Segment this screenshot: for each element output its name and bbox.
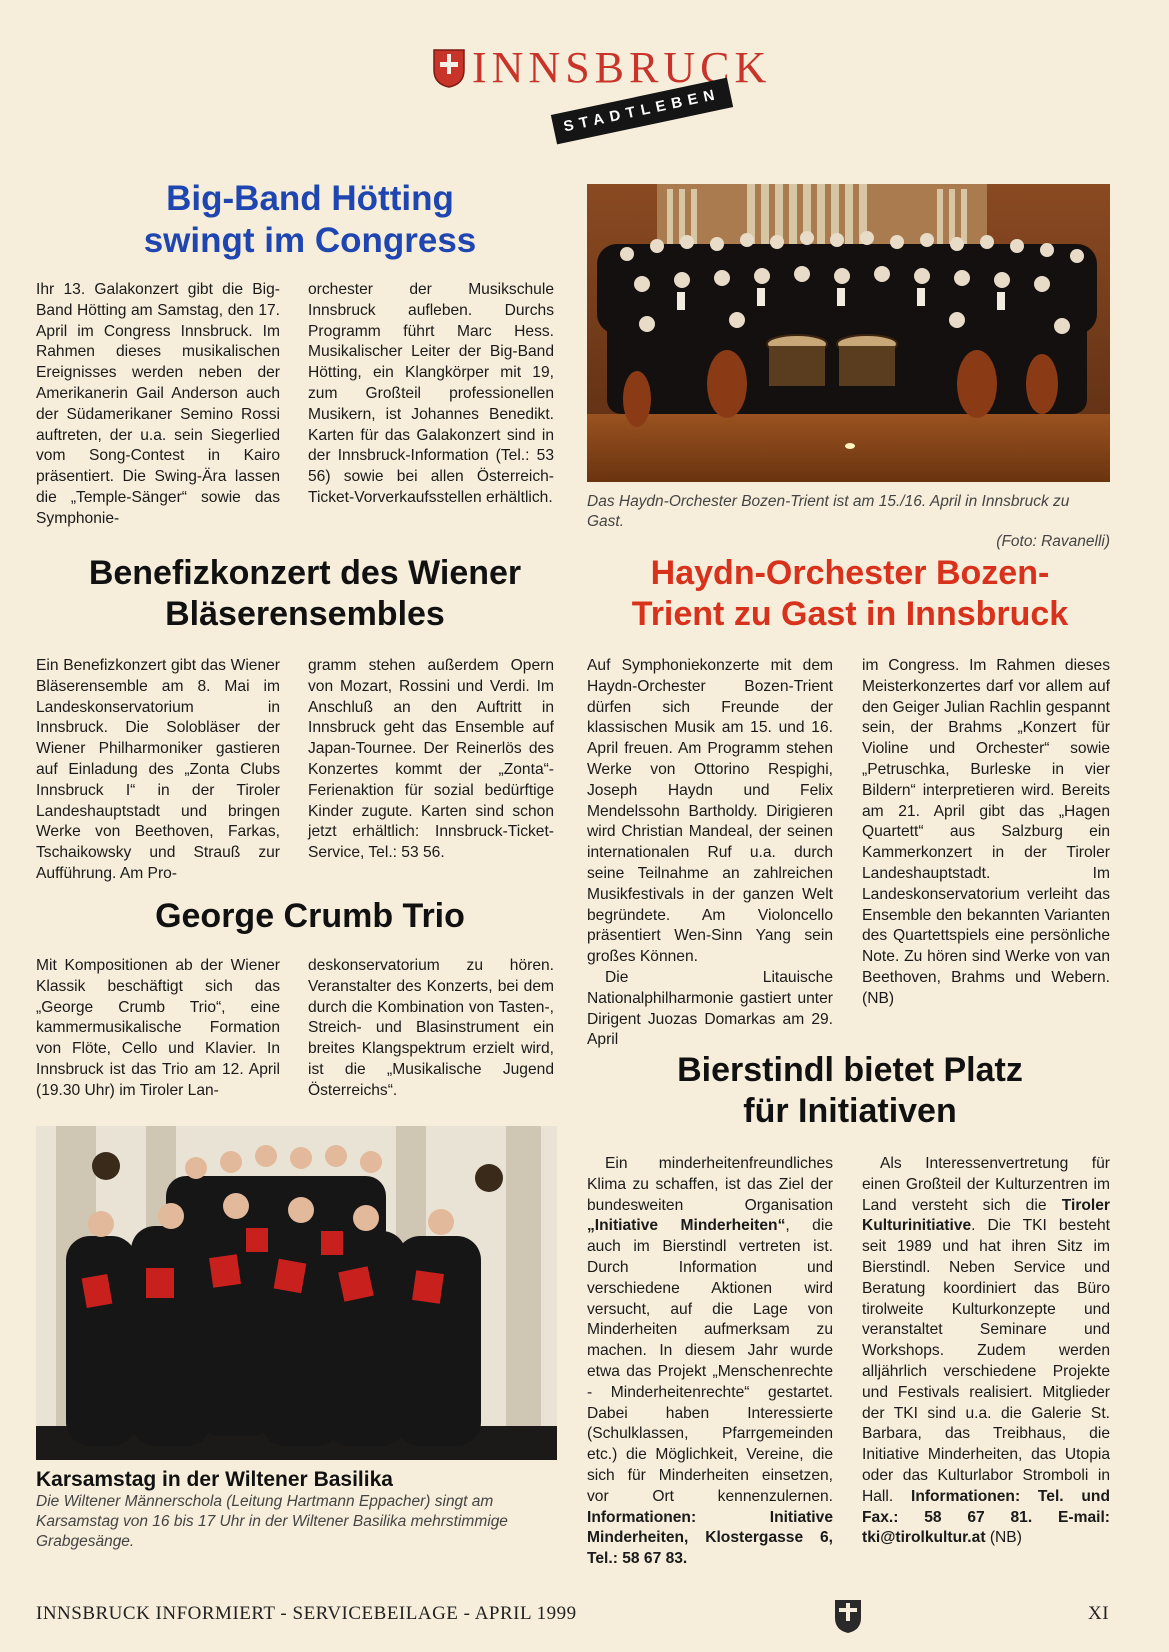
article5-col2-info: Informationen: Tel. und Fax.: 58 67 81. E-mail: tki@tirolkultur.at xyxy=(862,1487,1110,1547)
article3-col1: Mit Kompositionen ab der Wiener Klassik beschäftigt sich das „George Crumb Trio“, eine kammermusikalische Formation von Flöte, Cello und Klavier. In Innsbruck ist das Trio am 12. April (19.30 Uhr) im Tiroler Lan- xyxy=(36,957,280,1099)
masthead xyxy=(432,42,772,137)
article1-headline-line2: swingt im Congress xyxy=(143,221,477,260)
article5-headline-line1: Bierstindl bietet Platz xyxy=(677,1051,1023,1089)
article3-headline: George Crumb Trio xyxy=(155,897,465,935)
article5-col2-text-c: . Die TKI besteht seit 1989 und hat ihren Sitz im Bierstindl. Neben Service und Beratung koordiniert das Büro tirolweite Kulturkonzepte und veranstaltet Seminare und Workshops. Zudem werden alljährlich verschiedene Projekte und Festivals realisiert. Mitglieder der TKI sind u.a. die Galerie St. Barbara, das Treibhaus, die Initiative Minderheiten, das Utopia oder das Kulturlabor Stromboli in Hall. xyxy=(862,1217,1110,1505)
choir-photo-caption: Die Wiltener Männerschola (Leitung Hartmann Eppacher) singt am Karsamstag von 16 bis 17 Uhr in der Wiltener Basilika mehrstimmige Grabgesänge. xyxy=(36,1493,508,1550)
article5-col2-signature: (NB) xyxy=(985,1529,1022,1547)
article5-col1-org: „Initiative Minderheiten“ xyxy=(587,1217,786,1235)
innsbruck-crest-icon xyxy=(432,48,466,88)
article2-headline xyxy=(30,553,580,635)
article4-col1-para1: Auf Symphoniekonzerte mit dem Haydn-Orchester Bozen-Trient dürfen sich Freunde der klassischen Musik am 15. und 16. April freuen. Am Programm stehen Werke von Ottorino Respighi, Joseph Haydn und Felix Mendelssohn Bartholdy. Dirigieren wird Christian Mandeal, der seinen internationalen Ruf u.a. durch seine Teilnahme an zahlreichen Musikfestivals in der ganzen Welt begründete. Am Violoncello präsentiert Wen-Sinn Yang sein großes Können. xyxy=(587,657,833,966)
article4-col1-para2: Die Litauische Nationalphilharmonie gastiert unter Dirigent Juozas Domarkas am 29. April xyxy=(587,968,833,1049)
article5-headline xyxy=(580,1050,1120,1132)
article5-col1-info: Informationen: Initiative Minderheiten, Klostergasse 6, Tel.: 58 67 83. xyxy=(587,1508,833,1568)
article2-col1: Ein Benefizkonzert gibt das Wiener Bläserensemble am 8. Mai im Landeskonservatorium in Innsbruck. Die Solobläser der Wiener Philharmoniker gastieren auf Einladung des „Zonta Clubs Innsbruck I“ in der Tiroler Landeshauptstadt und bringen Werke von Beethoven, Farkas, Tschaikowsky und Strauß zur Aufführung. Am Pro- xyxy=(36,657,280,882)
footer-publication: INNSBRUCK INFORMIERT - SERVICEBEILAGE - APRIL 1999 xyxy=(36,1603,577,1624)
article5-col1-text-a: Ein minderheitenfreundliches Klima zu schaffen, ist das Ziel der bundesweiten Organisation xyxy=(587,1155,833,1214)
choir-photo-illustration xyxy=(36,1126,557,1460)
article4-headline-line2: Trient zu Gast in Innsbruck xyxy=(631,594,1069,633)
article5-headline-line2: für Initiativen xyxy=(743,1091,957,1130)
orchestra-photo-caption xyxy=(587,492,1110,552)
footer-page-number: XI xyxy=(1088,1603,1110,1624)
article1-col2: orchester der Musikschule Innsbruck aufleben. Durchs Programm führt Marc Hess. Musikalischer Leiter der Big-Band Hötting, ein Klangkörper mit 19, zum Großteil professionellen Musikern, ist Johannes Benedikt. Karten für das Galakonzert sind in der Innsbruck-Information (Tel.: 53 56) sowie bei allen Österreich-Ticket-Vorverkaufsstellen erhältlich. xyxy=(308,281,554,506)
article1-headline-line1: Big-Band Hötting xyxy=(166,179,454,218)
article4-col2: im Congress. Im Rahmen dieses Meisterkonzertes darf vor allem auf den Geiger Julian Rachlin gespannt sein, der Brahms „Konzert für Violine und Orchester“ sowie „Petruschka, Burleske in vier Bildern“ interpretieren wird. Bereits am 21. April gibt das „Hagen Quartett“ aus Salzburg ein Kammerkonzert in der Tiroler Landeshauptstadt. Im Landeskonservatorium verleiht das Ensemble den bekannten Varianten des Quartettspiels eine persönliche Note. Zu hören sind Werke von van Beethoven, Brahms und Webern. (NB) xyxy=(862,657,1110,1007)
orchestra-caption-text: Das Haydn-Orchester Bozen-Trient ist am 15./16. April in Innsbruck zu Gast. xyxy=(587,493,1070,530)
orchestra-photo-illustration xyxy=(587,184,1110,482)
article4-col1 xyxy=(587,656,833,1051)
article5-col1 xyxy=(587,1154,833,1570)
orchestra-photo xyxy=(587,184,1110,482)
article2-headline-line2: Bläserensembles xyxy=(165,594,445,633)
choir-photo xyxy=(36,1126,557,1460)
article2-headline-line1: Benefizkonzert des Wiener xyxy=(88,554,522,592)
article2-col2: gramm stehen außerdem Opern von Mozart, Rossini und Verdi. Im Anschluß an den Auftritt in Innsbruck geht das Ensemble auf Japan-Tournee. Der Reinerlös des Konzertes kommt der „Zonta“-Ferienaktion für sozial bedürftige Kinder zugute. Karten sind schon jetzt erhältlich: Innsbruck-Ticket-Service, Tel.: 53 56. xyxy=(308,657,554,862)
footer-crest-icon xyxy=(833,1598,863,1634)
article5-col1-text-c: , die auch im Bierstindl vertreten ist. Durch Information und verschiedene Aktionen wird versucht, auf die Lage von Minderheiten aufmerksam zu machen. In diesem Jahr wurde etwa das Projekt „Menschenrechte - Minderheitenrechte“ gestartet. Dabei haben Interessierte (Schulklassen, Pfarrgemeinden etc.) die Möglichkeit, Vereine, die sich für Minderheiten einsetzen, vor Ort kennenzulernen. xyxy=(587,1217,833,1505)
article5-col2 xyxy=(862,1154,1110,1549)
masthead-subtitle: STADTLEBEN xyxy=(551,78,733,145)
article4-headline xyxy=(580,553,1120,635)
article3-col2: deskonservatorium zu hören. Veranstalter des Konzerts, bei dem durch die Kombination von Tasten-, Streich- und Blasinstrument ein breites Klangspektrum erzielt wird, ist die „Musikalische Jugend Österreichs“. xyxy=(308,957,554,1099)
masthead-title: INNSBRUCK xyxy=(472,43,772,92)
article5-col2-org: Tiroler Kulturinitiative xyxy=(862,1196,1110,1235)
orchestra-photo-credit: (Foto: Ravanelli) xyxy=(996,533,1110,550)
choir-photo-title: Karsamstag in der Wiltener Basilika xyxy=(36,1468,393,1491)
article5-col2-text-a: Als Interessenvertretung für einen Großteil der Kulturzentren im Land versteht sich die xyxy=(862,1155,1110,1214)
article1-headline xyxy=(40,178,580,262)
article4-headline-line1: Haydn-Orchester Bozen- xyxy=(650,554,1050,592)
article1-col1: Ihr 13. Galakonzert gibt die Big-Band Hötting am Samstag, den 17. April im Congress Innsbruck. Im Rahmen dieses musikalischen Ereignisses werden neben der Amerikanerin Gail Anderson auch der Südamerikaner Semino Rossi auftreten, der u.a. sein Siegerlied vom Song-Contest in Kairo präsentiert. Die Swing-Ära lassen die „Temple-Sänger“ sowie das Symphonie- xyxy=(36,281,280,527)
